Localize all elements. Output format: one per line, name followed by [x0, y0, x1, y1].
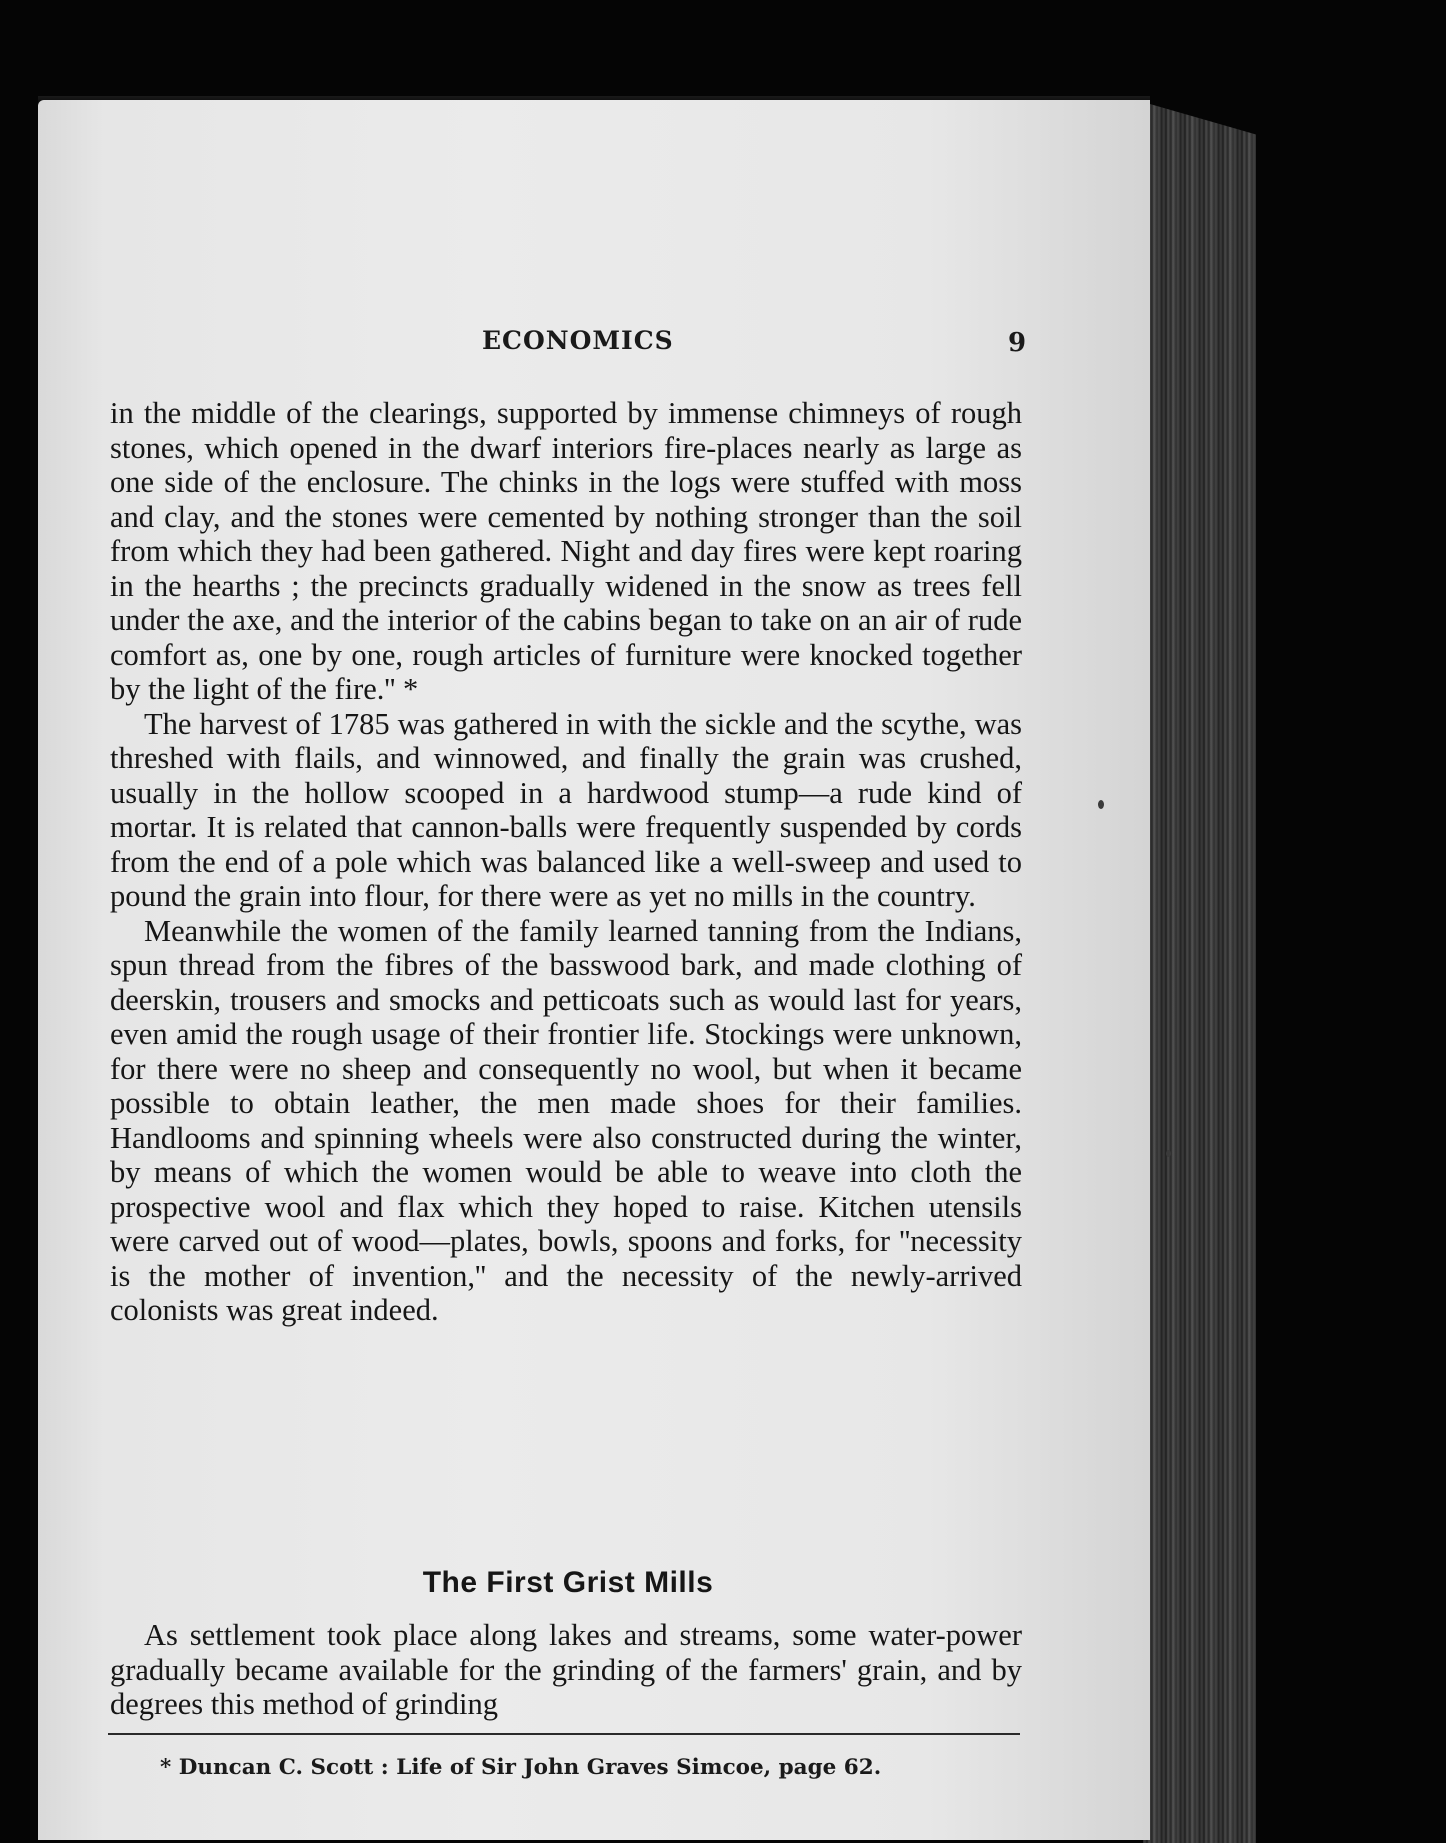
running-head: ECONOMICS: [482, 326, 674, 355]
body-text: [110, 396, 1022, 1328]
section-paragraph-1: As settlement took place along lakes and streams, some water-power gradually became available for the grinding of the farmers' grain, and by degrees this method of grinding: [110, 1618, 1022, 1721]
scan-background: [1256, 100, 1446, 1843]
paragraph-2: The harvest of 1785 was gathered in with the sickle and the scythe, was threshed with flails, and winnowed, and finally the grain was crushed, usually in the hollow scooped in a hardwood stump—a rude kind of mortar. It is related that cannon-balls were frequently suspended by cords from the end of a pole which was balanced like a well-sweep and used to pound the grain into flour, for there were as yet no mills in the country.: [110, 706, 1022, 913]
page-number: 9: [1008, 328, 1027, 358]
footnote-rule: [108, 1733, 1020, 1735]
section-body-text: [110, 1618, 1022, 1722]
paragraph-1: in the middle of the clearings, supported by immense chimneys of rough stones, which opened in the dwarf interiors fire-places nearly as large as one side of the enclosure. The chinks in the logs were stuffed with moss and clay, and the stones were cemented by nothing stronger than the soil from which they had been gathered. Night and day fires were kept roaring in the hearths ; the precincts gradually widened in the snow as trees fell under the axe, and the interior of the cabins began to take on an air of rude comfort as, one by one, rough articles of furniture were knocked together by the light of the fire.'' *: [110, 396, 1022, 706]
scan-speck: [1098, 800, 1104, 809]
section-heading: The First Grist Mills: [422, 1566, 714, 1599]
book-page: [38, 100, 1150, 1840]
paragraph-3: Meanwhile the women of the family learned tanning from the Indians, spun thread from the fibres of the basswood bark, and made clothing of deerskin, trousers and smocks and petticoats such as would last for years, even amid the rough usage of their frontier life. Stockings were unknown, for there were no sheep and consequently no wool, but when it became possible to obtain leather, the men made shoes for their families. Handlooms and spinning wheels were also constructed during the winter, by means of which the women would be able to weave into cloth the prospective wool and flax which they hoped to raise. Kitchen utensils were carved out of wood—plates, bowls, spoons and forks, for ''necessity is the mother of invention,'' and the necessity of the newly-arrived colonists was great indeed.: [110, 913, 1022, 1327]
scan-speck: [1166, 1150, 1171, 1157]
footnote: * Duncan C. Scott : Life of Sir John Graves Simcoe, page 62.: [160, 1755, 882, 1780]
